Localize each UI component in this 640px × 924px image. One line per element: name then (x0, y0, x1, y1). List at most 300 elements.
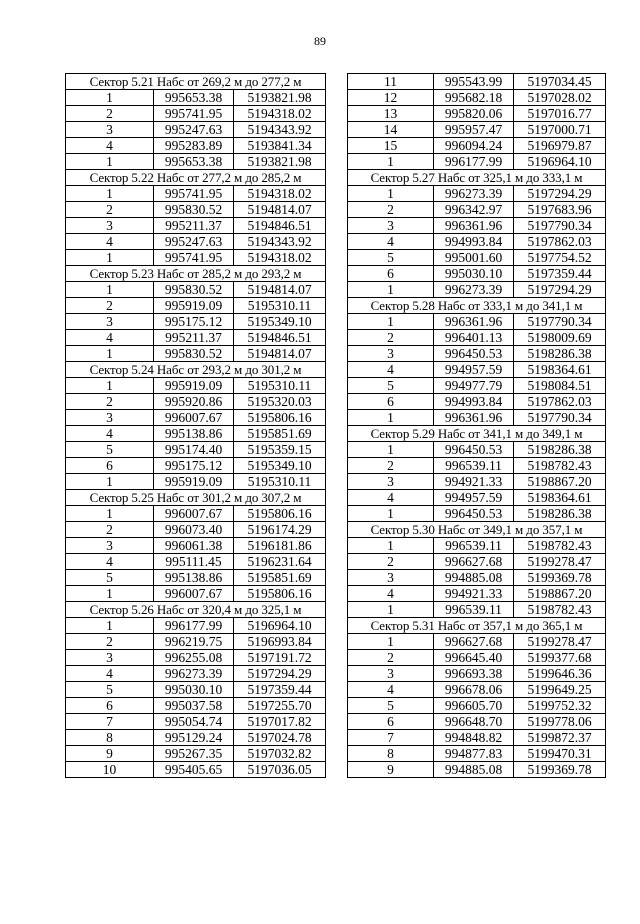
y-coordinate-cell: 5194814.07 (234, 282, 326, 298)
x-coordinate-cell: 995653.38 (154, 154, 234, 170)
sector-header: Сектор 5.24 Набс от 293,2 м до 301,2 м (66, 362, 326, 378)
sector-header-row (348, 522, 606, 538)
table-row (348, 346, 606, 362)
table-row (348, 458, 606, 474)
x-coordinate-cell: 995543.99 (434, 74, 514, 90)
point-number-cell: 4 (66, 330, 154, 346)
point-number-cell: 6 (66, 458, 154, 474)
table-row (66, 346, 326, 362)
y-coordinate-cell: 5193841.34 (234, 138, 326, 154)
point-number-cell: 1 (66, 282, 154, 298)
sector-header-row (66, 490, 326, 506)
x-coordinate-cell: 996007.67 (154, 410, 234, 426)
y-coordinate-cell: 5198364.61 (514, 490, 606, 506)
x-coordinate-cell: 995957.47 (434, 122, 514, 138)
x-coordinate-cell: 996450.53 (434, 442, 514, 458)
point-number-cell: 4 (348, 682, 434, 698)
table-row (348, 746, 606, 762)
point-number-cell: 6 (348, 266, 434, 282)
table-row (66, 138, 326, 154)
point-number-cell: 4 (66, 426, 154, 442)
y-coordinate-cell: 5197359.44 (234, 682, 326, 698)
table-row (348, 666, 606, 682)
sector-header-row (66, 362, 326, 378)
x-coordinate-cell: 996255.08 (154, 650, 234, 666)
y-coordinate-cell: 5198286.38 (514, 506, 606, 522)
table-row (66, 298, 326, 314)
table-row (66, 106, 326, 122)
x-coordinate-cell: 995030.10 (434, 266, 514, 282)
x-coordinate-cell: 995030.10 (154, 682, 234, 698)
y-coordinate-cell: 5194814.07 (234, 346, 326, 362)
x-coordinate-cell: 996539.11 (434, 538, 514, 554)
table-row (66, 698, 326, 714)
table-row (348, 682, 606, 698)
y-coordinate-cell: 5197790.34 (514, 410, 606, 426)
table-row (348, 74, 606, 90)
x-coordinate-cell: 995111.45 (154, 554, 234, 570)
x-coordinate-cell: 995741.95 (154, 186, 234, 202)
x-coordinate-cell: 996450.53 (434, 506, 514, 522)
point-number-cell: 1 (348, 506, 434, 522)
y-coordinate-cell: 5199872.37 (514, 730, 606, 746)
x-coordinate-cell: 995138.86 (154, 426, 234, 442)
x-coordinate-cell: 995741.95 (154, 250, 234, 266)
sector-header: Сектор 5.29 Набс от 341,1 м до 349,1 м (348, 426, 606, 442)
x-coordinate-cell: 994957.59 (434, 490, 514, 506)
point-number-cell: 1 (348, 538, 434, 554)
y-coordinate-cell: 5197862.03 (514, 394, 606, 410)
x-coordinate-cell: 994993.84 (434, 234, 514, 250)
table-row (348, 378, 606, 394)
point-number-cell: 5 (66, 570, 154, 586)
y-coordinate-cell: 5195806.16 (234, 410, 326, 426)
y-coordinate-cell: 5194343.92 (234, 122, 326, 138)
y-coordinate-cell: 5196174.29 (234, 522, 326, 538)
point-number-cell: 1 (66, 186, 154, 202)
table-row (66, 714, 326, 730)
point-number-cell: 3 (66, 410, 154, 426)
table-row (66, 186, 326, 202)
x-coordinate-cell: 994957.59 (434, 362, 514, 378)
y-coordinate-cell: 5195851.69 (234, 426, 326, 442)
x-coordinate-cell: 996627.68 (434, 634, 514, 650)
point-number-cell: 1 (66, 618, 154, 634)
x-coordinate-cell: 994885.08 (434, 570, 514, 586)
table-row (348, 442, 606, 458)
point-number-cell: 10 (66, 762, 154, 778)
y-coordinate-cell: 5197255.70 (234, 698, 326, 714)
sector-header: Сектор 5.25 Набс от 301,2 м до 307,2 м (66, 490, 326, 506)
x-coordinate-cell: 996342.97 (434, 202, 514, 218)
table-row (348, 730, 606, 746)
x-coordinate-cell: 996693.38 (434, 666, 514, 682)
table-row (348, 122, 606, 138)
table-row (66, 282, 326, 298)
point-number-cell: 1 (66, 154, 154, 170)
sector-header: Сектор 5.23 Набс от 285,2 м до 293,2 м (66, 266, 326, 282)
page-number: 89 (314, 34, 326, 48)
x-coordinate-cell: 994848.82 (434, 730, 514, 746)
point-number-cell: 11 (348, 74, 434, 90)
point-number-cell: 2 (348, 650, 434, 666)
y-coordinate-cell: 5197032.82 (234, 746, 326, 762)
y-coordinate-cell: 5198782.43 (514, 538, 606, 554)
point-number-cell: 13 (348, 106, 434, 122)
y-coordinate-cell: 5194814.07 (234, 202, 326, 218)
x-coordinate-cell: 994921.33 (434, 586, 514, 602)
table-row (66, 378, 326, 394)
x-coordinate-cell: 995830.52 (154, 282, 234, 298)
table-row (66, 522, 326, 538)
y-coordinate-cell: 5197790.34 (514, 314, 606, 330)
y-coordinate-cell: 5199752.32 (514, 698, 606, 714)
x-coordinate-cell: 996648.70 (434, 714, 514, 730)
point-number-cell: 4 (66, 554, 154, 570)
x-coordinate-cell: 995247.63 (154, 234, 234, 250)
table-row (66, 250, 326, 266)
table-row (66, 634, 326, 650)
x-coordinate-cell: 996645.40 (434, 650, 514, 666)
y-coordinate-cell: 5195349.10 (234, 458, 326, 474)
point-number-cell: 4 (66, 138, 154, 154)
point-number-cell: 3 (66, 314, 154, 330)
point-number-cell: 2 (66, 522, 154, 538)
point-number-cell: 1 (348, 410, 434, 426)
point-number-cell: 1 (66, 378, 154, 394)
y-coordinate-cell: 5195320.03 (234, 394, 326, 410)
y-coordinate-cell: 5197016.77 (514, 106, 606, 122)
sector-header: Сектор 5.30 Набс от 349,1 м до 357,1 м (348, 522, 606, 538)
point-number-cell: 4 (348, 234, 434, 250)
point-number-cell: 2 (66, 202, 154, 218)
x-coordinate-cell: 995682.18 (434, 90, 514, 106)
table-row (66, 394, 326, 410)
table-row (66, 90, 326, 106)
x-coordinate-cell: 995283.89 (154, 138, 234, 154)
table-row (348, 250, 606, 266)
table-row (348, 586, 606, 602)
sector-header-row (66, 170, 326, 186)
y-coordinate-cell: 5199278.47 (514, 554, 606, 570)
y-coordinate-cell: 5197000.71 (514, 122, 606, 138)
table-row (348, 90, 606, 106)
y-coordinate-cell: 5197294.29 (234, 666, 326, 682)
table-row (348, 138, 606, 154)
y-coordinate-cell: 5194318.02 (234, 186, 326, 202)
point-number-cell: 7 (66, 714, 154, 730)
table-row (66, 666, 326, 682)
y-coordinate-cell: 5195806.16 (234, 506, 326, 522)
table-row (66, 618, 326, 634)
y-coordinate-cell: 5195349.10 (234, 314, 326, 330)
x-coordinate-cell: 996539.11 (434, 458, 514, 474)
table-row (348, 554, 606, 570)
point-number-cell: 3 (348, 346, 434, 362)
point-number-cell: 3 (348, 570, 434, 586)
y-coordinate-cell: 5198867.20 (514, 474, 606, 490)
x-coordinate-cell: 996361.96 (434, 410, 514, 426)
y-coordinate-cell: 5197294.29 (514, 282, 606, 298)
table-row (348, 506, 606, 522)
point-number-cell: 3 (66, 122, 154, 138)
x-coordinate-cell: 995174.40 (154, 442, 234, 458)
table-row (348, 474, 606, 490)
sector-header-row (348, 426, 606, 442)
y-coordinate-cell: 5196181.86 (234, 538, 326, 554)
x-coordinate-cell: 995920.86 (154, 394, 234, 410)
x-coordinate-cell: 994877.83 (434, 746, 514, 762)
y-coordinate-cell: 5198286.38 (514, 346, 606, 362)
table-row (66, 506, 326, 522)
point-number-cell: 6 (348, 394, 434, 410)
point-number-cell: 1 (66, 250, 154, 266)
table-row (348, 490, 606, 506)
x-coordinate-cell: 996361.96 (434, 314, 514, 330)
sector-header: Сектор 5.21 Набс от 269,2 м до 277,2 м (66, 74, 326, 90)
x-coordinate-cell: 996007.67 (154, 506, 234, 522)
point-number-cell: 9 (348, 762, 434, 778)
x-coordinate-cell: 995054.74 (154, 714, 234, 730)
point-number-cell: 2 (66, 298, 154, 314)
sector-header: Сектор 5.28 Набс от 333,1 м до 341,1 м (348, 298, 606, 314)
x-coordinate-cell: 996061.38 (154, 538, 234, 554)
x-coordinate-cell: 996627.68 (434, 554, 514, 570)
y-coordinate-cell: 5197024.78 (234, 730, 326, 746)
y-coordinate-cell: 5197790.34 (514, 218, 606, 234)
y-coordinate-cell: 5197862.03 (514, 234, 606, 250)
table-row (66, 410, 326, 426)
point-number-cell: 15 (348, 138, 434, 154)
y-coordinate-cell: 5199778.06 (514, 714, 606, 730)
sector-header: Сектор 5.27 Набс от 325,1 м до 333,1 м (348, 170, 606, 186)
x-coordinate-cell: 996401.13 (434, 330, 514, 346)
x-coordinate-cell: 995830.52 (154, 202, 234, 218)
point-number-cell: 5 (348, 378, 434, 394)
sector-header-row (348, 618, 606, 634)
y-coordinate-cell: 5198286.38 (514, 442, 606, 458)
x-coordinate-cell: 995741.95 (154, 106, 234, 122)
y-coordinate-cell: 5199470.31 (514, 746, 606, 762)
x-coordinate-cell: 995919.09 (154, 378, 234, 394)
point-number-cell: 3 (66, 218, 154, 234)
point-number-cell: 3 (66, 538, 154, 554)
table-row (348, 202, 606, 218)
table-row (66, 458, 326, 474)
table-row (66, 202, 326, 218)
x-coordinate-cell: 995919.09 (154, 298, 234, 314)
y-coordinate-cell: 5197036.05 (234, 762, 326, 778)
x-coordinate-cell: 995211.37 (154, 218, 234, 234)
point-number-cell: 5 (66, 442, 154, 458)
table-row (66, 314, 326, 330)
sector-header: Сектор 5.31 Набс от 357,1 м до 365,1 м (348, 618, 606, 634)
x-coordinate-cell: 996273.39 (154, 666, 234, 682)
table-row (348, 282, 606, 298)
x-coordinate-cell: 996177.99 (434, 154, 514, 170)
x-coordinate-cell: 994993.84 (434, 394, 514, 410)
x-coordinate-cell: 995919.09 (154, 474, 234, 490)
y-coordinate-cell: 5195851.69 (234, 570, 326, 586)
point-number-cell: 2 (348, 458, 434, 474)
y-coordinate-cell: 5199649.25 (514, 682, 606, 698)
point-number-cell: 6 (66, 698, 154, 714)
point-number-cell: 4 (66, 234, 154, 250)
table-row (348, 394, 606, 410)
x-coordinate-cell: 996007.67 (154, 586, 234, 602)
sector-header: Сектор 5.26 Набс от 320,4 м до 325,1 м (66, 602, 326, 618)
point-number-cell: 1 (348, 314, 434, 330)
y-coordinate-cell: 5198364.61 (514, 362, 606, 378)
right-coordinates-table (347, 73, 606, 778)
table-row (348, 762, 606, 778)
table-row (348, 634, 606, 650)
table-row (348, 186, 606, 202)
table-row (66, 442, 326, 458)
point-number-cell: 3 (66, 650, 154, 666)
point-number-cell: 1 (348, 282, 434, 298)
table-row (66, 474, 326, 490)
table-row (348, 266, 606, 282)
x-coordinate-cell: 995037.58 (154, 698, 234, 714)
y-coordinate-cell: 5197191.72 (234, 650, 326, 666)
y-coordinate-cell: 5197294.29 (514, 186, 606, 202)
table-row (66, 154, 326, 170)
point-number-cell: 6 (348, 714, 434, 730)
x-coordinate-cell: 995267.35 (154, 746, 234, 762)
y-coordinate-cell: 5195359.15 (234, 442, 326, 458)
table-row (348, 650, 606, 666)
y-coordinate-cell: 5199278.47 (514, 634, 606, 650)
y-coordinate-cell: 5196979.87 (514, 138, 606, 154)
x-coordinate-cell: 996094.24 (434, 138, 514, 154)
point-number-cell: 1 (66, 586, 154, 602)
table-row (66, 218, 326, 234)
y-coordinate-cell: 5194318.02 (234, 106, 326, 122)
table-row (348, 538, 606, 554)
y-coordinate-cell: 5197683.96 (514, 202, 606, 218)
y-coordinate-cell: 5195310.11 (234, 378, 326, 394)
table-row (348, 570, 606, 586)
table-row (66, 330, 326, 346)
x-coordinate-cell: 996177.99 (154, 618, 234, 634)
table-row (348, 698, 606, 714)
point-number-cell: 1 (348, 442, 434, 458)
y-coordinate-cell: 5198782.43 (514, 602, 606, 618)
x-coordinate-cell: 995830.52 (154, 346, 234, 362)
x-coordinate-cell: 995175.12 (154, 458, 234, 474)
point-number-cell: 3 (348, 218, 434, 234)
y-coordinate-cell: 5196231.64 (234, 554, 326, 570)
table-row (66, 682, 326, 698)
point-number-cell: 1 (66, 346, 154, 362)
sector-header: Сектор 5.22 Набс от 277,2 м до 285,2 м (66, 170, 326, 186)
y-coordinate-cell: 5194318.02 (234, 250, 326, 266)
table-row (348, 314, 606, 330)
y-coordinate-cell: 5198782.43 (514, 458, 606, 474)
table-row (66, 730, 326, 746)
table-row (348, 602, 606, 618)
left-coordinates-table (65, 73, 326, 778)
x-coordinate-cell: 995129.24 (154, 730, 234, 746)
y-coordinate-cell: 5199369.78 (514, 762, 606, 778)
x-coordinate-cell: 996219.75 (154, 634, 234, 650)
point-number-cell: 2 (348, 554, 434, 570)
table-row (348, 234, 606, 250)
point-number-cell: 4 (348, 362, 434, 378)
point-number-cell: 5 (66, 682, 154, 698)
table-row (66, 426, 326, 442)
point-number-cell: 1 (66, 474, 154, 490)
y-coordinate-cell: 5199646.36 (514, 666, 606, 682)
x-coordinate-cell: 995820.06 (434, 106, 514, 122)
table-row (348, 218, 606, 234)
table-row (348, 106, 606, 122)
table-row (66, 650, 326, 666)
y-coordinate-cell: 5195310.11 (234, 298, 326, 314)
y-coordinate-cell: 5199377.68 (514, 650, 606, 666)
x-coordinate-cell: 995001.60 (434, 250, 514, 266)
point-number-cell: 5 (348, 250, 434, 266)
point-number-cell: 2 (66, 394, 154, 410)
x-coordinate-cell: 995138.86 (154, 570, 234, 586)
y-coordinate-cell: 5197754.52 (514, 250, 606, 266)
y-coordinate-cell: 5198009.69 (514, 330, 606, 346)
point-number-cell: 8 (66, 730, 154, 746)
y-coordinate-cell: 5194846.51 (234, 330, 326, 346)
x-coordinate-cell: 994885.08 (434, 762, 514, 778)
point-number-cell: 5 (348, 698, 434, 714)
point-number-cell: 9 (66, 746, 154, 762)
x-coordinate-cell: 996450.53 (434, 346, 514, 362)
y-coordinate-cell: 5193821.98 (234, 90, 326, 106)
y-coordinate-cell: 5196964.10 (514, 154, 606, 170)
x-coordinate-cell: 995211.37 (154, 330, 234, 346)
point-number-cell: 1 (348, 186, 434, 202)
table-row (66, 234, 326, 250)
y-coordinate-cell: 5197028.02 (514, 90, 606, 106)
table-row (66, 538, 326, 554)
y-coordinate-cell: 5199369.78 (514, 570, 606, 586)
point-number-cell: 3 (348, 666, 434, 682)
table-row (66, 554, 326, 570)
x-coordinate-cell: 994921.33 (434, 474, 514, 490)
table-row (348, 362, 606, 378)
x-coordinate-cell: 995653.38 (154, 90, 234, 106)
table-row (66, 586, 326, 602)
y-coordinate-cell: 5194343.92 (234, 234, 326, 250)
y-coordinate-cell: 5195310.11 (234, 474, 326, 490)
table-row (66, 122, 326, 138)
x-coordinate-cell: 996539.11 (434, 602, 514, 618)
table-row (66, 570, 326, 586)
point-number-cell: 7 (348, 730, 434, 746)
point-number-cell: 1 (348, 602, 434, 618)
y-coordinate-cell: 5195806.16 (234, 586, 326, 602)
point-number-cell: 1 (66, 506, 154, 522)
y-coordinate-cell: 5194846.51 (234, 218, 326, 234)
point-number-cell: 4 (348, 586, 434, 602)
point-number-cell: 2 (348, 202, 434, 218)
point-number-cell: 14 (348, 122, 434, 138)
sector-header-row (348, 170, 606, 186)
y-coordinate-cell: 5198867.20 (514, 586, 606, 602)
point-number-cell: 2 (348, 330, 434, 346)
sector-header-row (348, 298, 606, 314)
x-coordinate-cell: 996273.39 (434, 282, 514, 298)
y-coordinate-cell: 5193821.98 (234, 154, 326, 170)
point-number-cell: 3 (348, 474, 434, 490)
